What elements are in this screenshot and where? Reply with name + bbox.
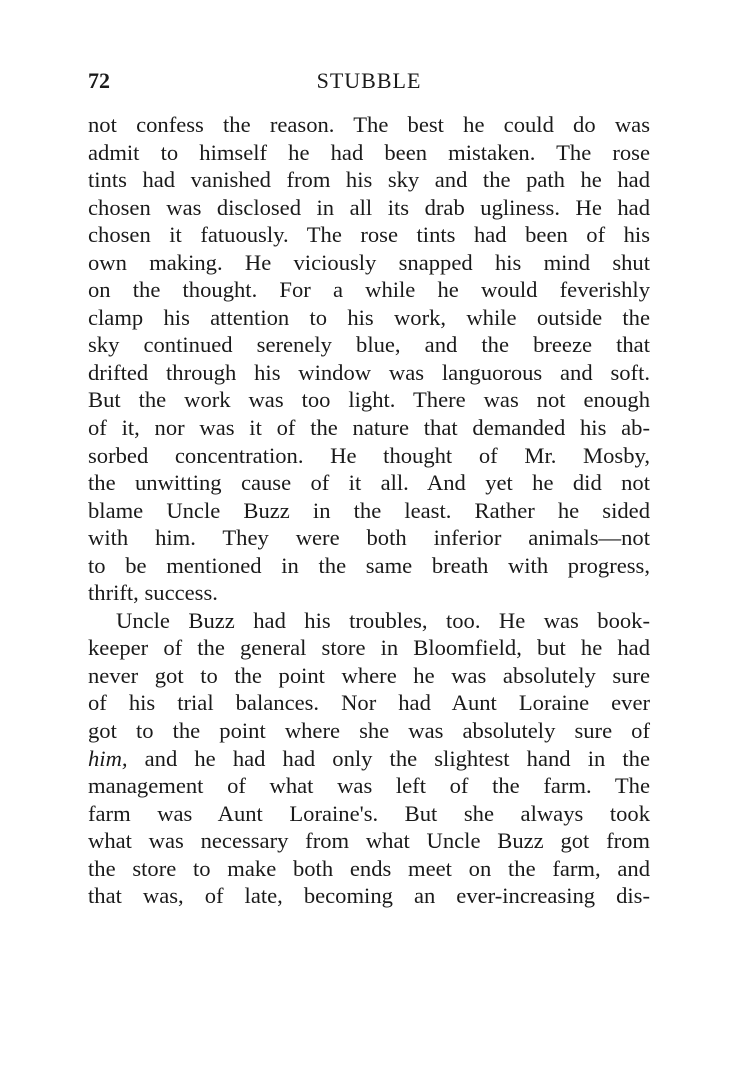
text-line-rest: and he had had only the slightest hand in the (127, 745, 650, 771)
text-line: clamp his attention to his work, while outside the (88, 304, 650, 330)
body-text (88, 111, 650, 910)
text-line: tints had vanished from his sky and the path he had (88, 167, 650, 193)
text-line: keeper of the general store in Bloomfield, but he had (88, 635, 650, 661)
running-head: STUBBLE (316, 68, 422, 93)
text-line: with him. They were both inferior animals—not (88, 525, 650, 551)
text-line: of his trial balances. Nor had Aunt Loraine ever (88, 690, 650, 716)
text-line: farm was Aunt Loraine's. But she always took (88, 800, 650, 826)
page-number: 72 (88, 68, 110, 93)
text-line: that was, of late, becoming an ever-increasing dis- (88, 883, 650, 909)
text-line: the store to make both ends meet on the farm, and (88, 855, 650, 881)
text-line: on the thought. For a while he would feverishly (88, 277, 650, 303)
text-line: chosen was disclosed in all its drab ugliness. He had (88, 194, 650, 220)
text-line: management of what was left of the farm. The (88, 773, 650, 799)
text-line: got to the point where she was absolutely sure of (88, 718, 650, 744)
text-line: blame Uncle Buzz in the least. Rather he sided (88, 497, 650, 523)
text-line: the unwitting cause of it all. And yet he did not (88, 470, 650, 496)
text-line: of it, nor was it of the nature that demanded his ab- (88, 415, 650, 441)
page-header (88, 64, 650, 98)
text-line: drifted through his window was languorous and soft. (88, 359, 650, 385)
text-line: But the work was too light. There was not enough (88, 387, 650, 413)
text-line: thrift, success. (88, 580, 218, 606)
text-line: Uncle Buzz had his troubles, too. He was book- (116, 607, 650, 633)
text-line: admit to himself he had been mistaken. The rose (88, 139, 650, 165)
italic-emphasis: him, (88, 745, 128, 771)
text-line: to be mentioned in the same breath with progress, (88, 552, 650, 578)
text-line: own making. He viciously snapped his mind shut (88, 249, 650, 275)
text-line: never got to the point where he was absolutely sure (88, 662, 650, 688)
text-line: not confess the reason. The best he could do was (88, 112, 650, 137)
text-line: chosen it fatuously. The rose tints had been of his (88, 222, 650, 248)
text-line: sky continued serenely blue, and the breeze that (88, 332, 650, 358)
text-line: what was necessary from what Uncle Buzz got from (88, 828, 650, 854)
text-line-with-italic (88, 745, 650, 773)
text-line: sorbed concentration. He thought of Mr. Mosby, (88, 442, 650, 468)
